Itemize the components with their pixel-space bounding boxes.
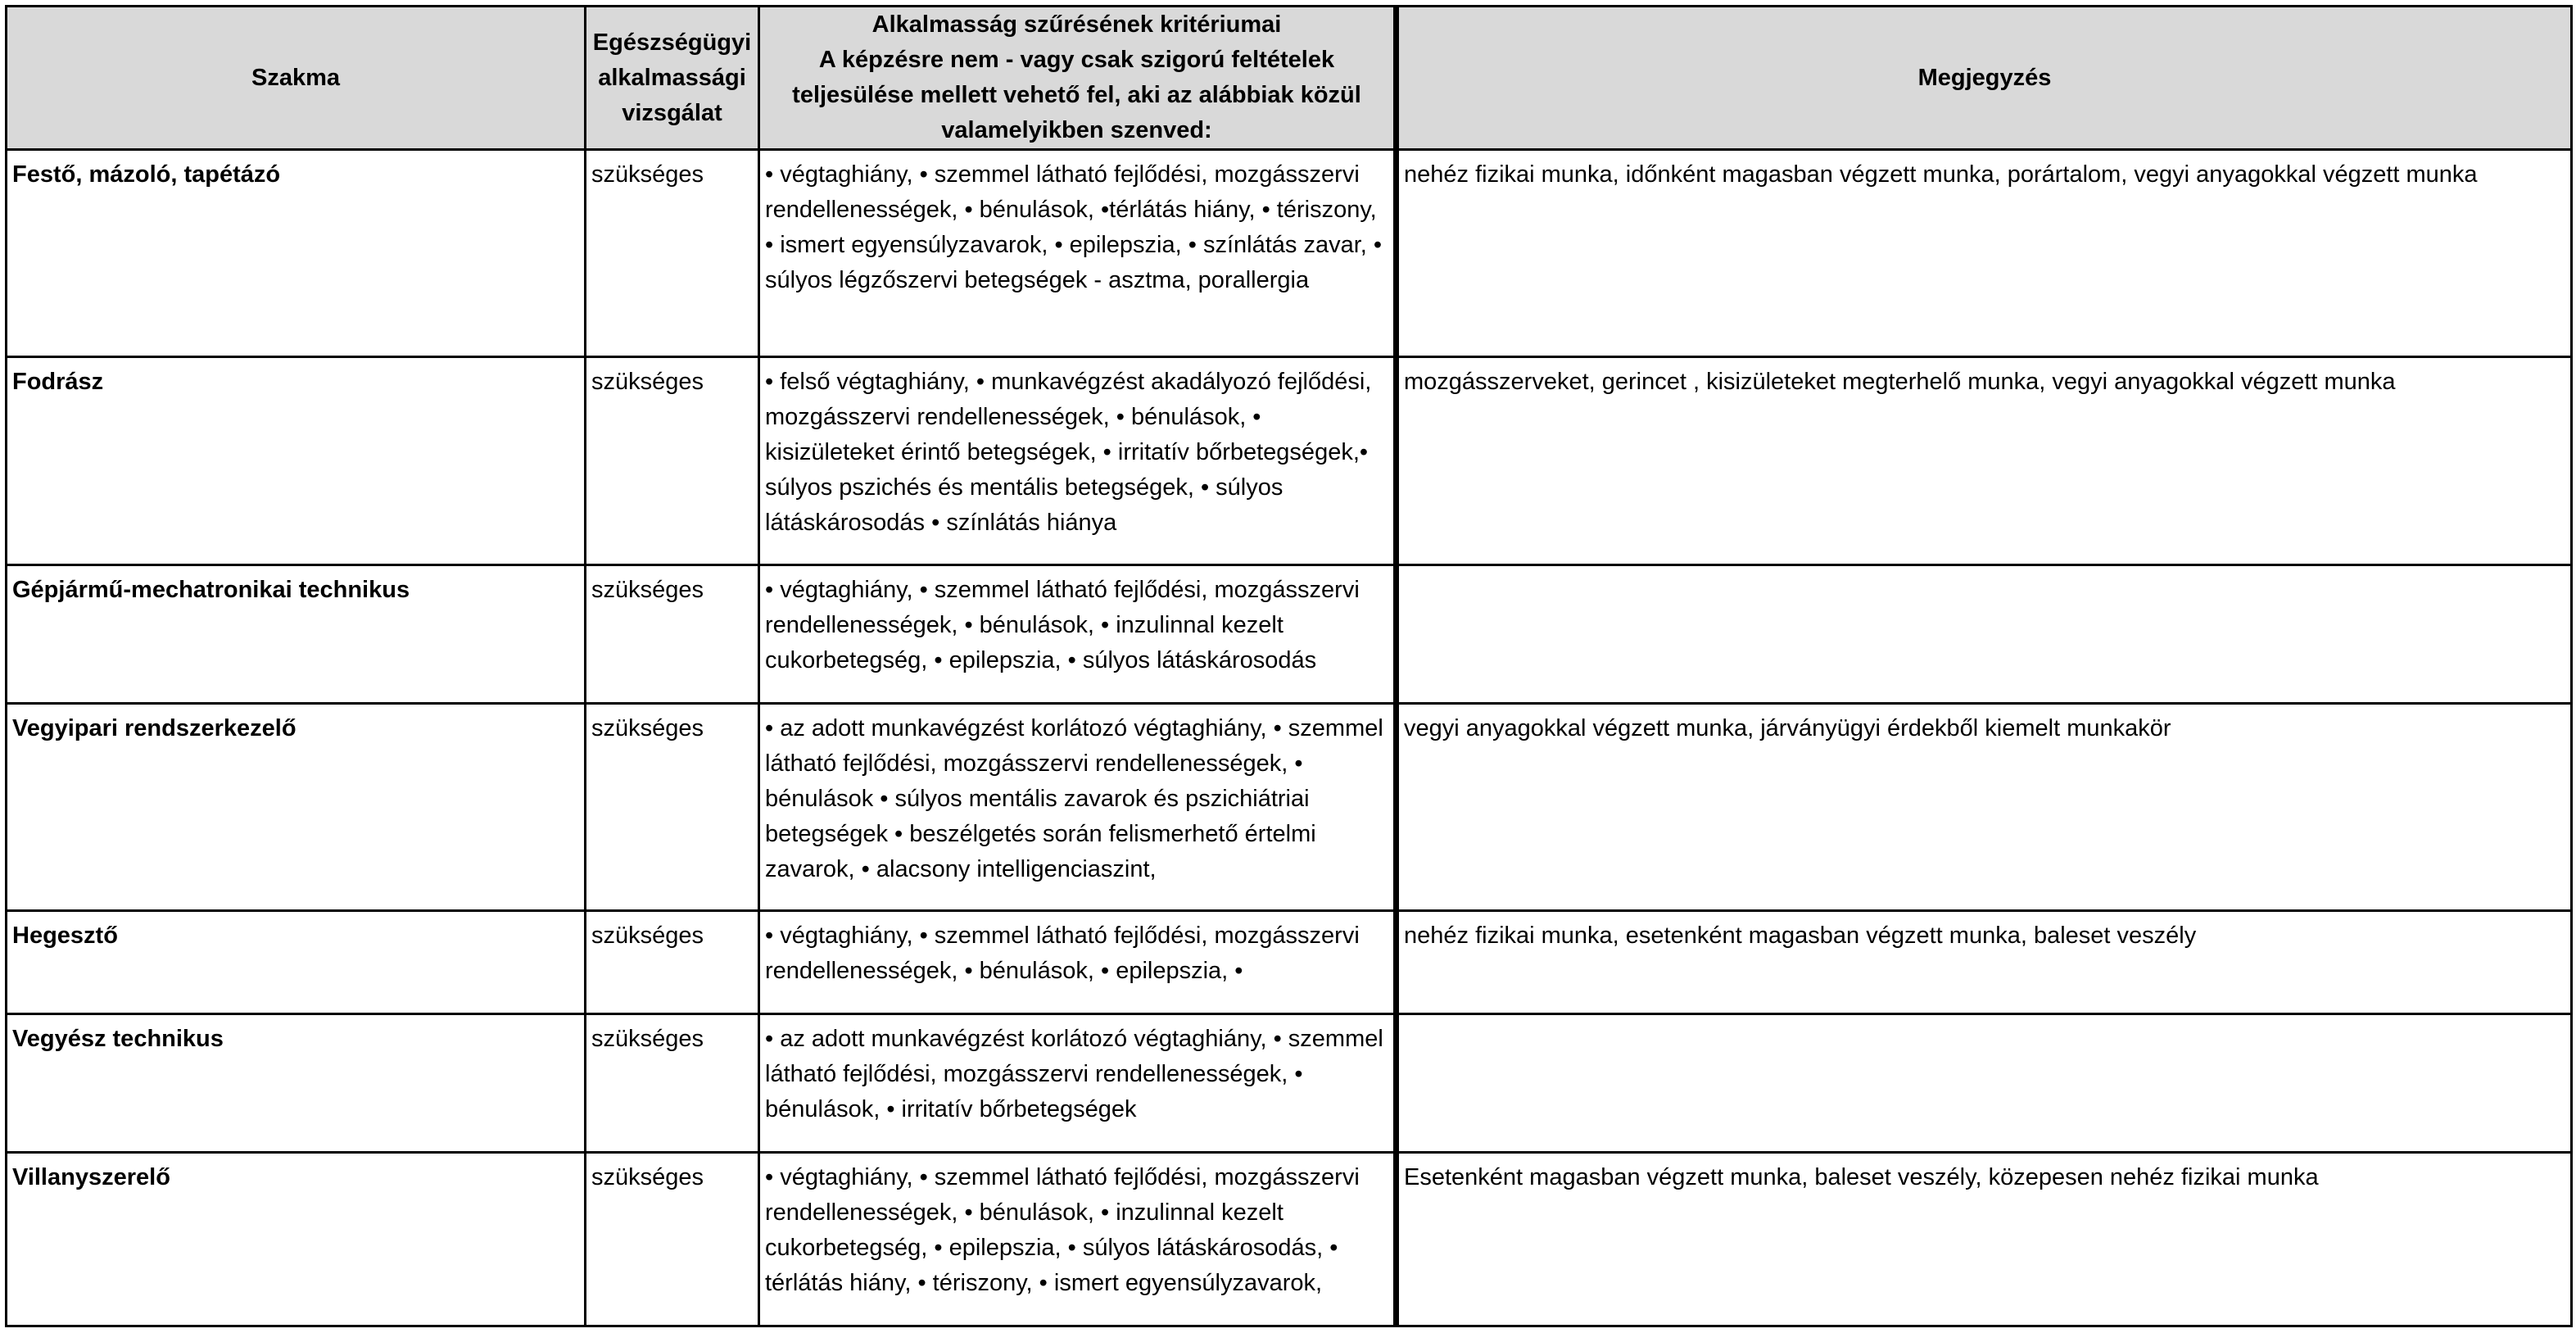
table-row <box>7 704 2572 911</box>
profession-cell: Hegesztő <box>7 911 586 1014</box>
suitability-table <box>5 5 2573 1327</box>
header-criteria-line: A képzésre nem - vagy csak szigorú feltételek <box>818 47 1335 73</box>
remark-cell <box>1397 1014 2572 1153</box>
header-health-exam-line: Egészségügyi <box>592 29 752 56</box>
profession-cell: Vegyipari rendszerkezelő <box>7 704 586 911</box>
exam-cell: szükséges <box>586 565 759 704</box>
table-row <box>7 150 2572 357</box>
header-health-exam <box>586 7 759 150</box>
exam-cell: szükséges <box>586 150 759 357</box>
remark-cell: Esetenként magasban végzett munka, baleset veszély, közepesen nehéz fizikai munka <box>1397 1153 2572 1326</box>
profession-cell: Vegyész technikus <box>7 1014 586 1153</box>
remark-cell: vegyi anyagokkal végzett munka, járványügyi érdekből kiemelt munkakör <box>1397 704 2572 911</box>
remark-cell: nehéz fizikai munka, időnként magasban végzett munka, porártalom, vegyi anyagokkal végzett munka <box>1397 150 2572 357</box>
table-row <box>7 1014 2572 1153</box>
criteria-cell: • végtaghiány, • szemmel látható fejlődési, mozgásszervi rendellenességek, • bénulások, • epilepszia, • <box>759 911 1397 1014</box>
criteria-cell: • végtaghiány, • szemmel látható fejlődési, mozgásszervi rendellenességek, • bénulások, • inzulinnal kezelt cukorbetegség, • epilepszia, • súlyos látáskárosodás, • térlátás hiány, • tériszony, • ismert egyensúlyzavarok, <box>759 1153 1397 1326</box>
profession-cell: Festő, mázoló, tapétázó <box>7 150 586 357</box>
exam-cell: szükséges <box>586 1153 759 1326</box>
exam-cell: szükséges <box>586 1014 759 1153</box>
table-row <box>7 911 2572 1014</box>
header-criteria-line: teljesülése mellett vehető fel, aki az alábbiak közül <box>792 82 1361 108</box>
profession-cell: Fodrász <box>7 357 586 565</box>
profession-cell: Gépjármű-mechatronikai technikus <box>7 565 586 704</box>
header-row <box>7 7 2572 150</box>
criteria-cell: • végtaghiány, • szemmel látható fejlődési, mozgásszervi rendellenességek, • bénulások, •térlátás hiány, • tériszony, • ismert egyensúlyzavarok, • epilepszia, • színlátás zavar, • súlyos légzőszervi betegségek - asztma, porallergia <box>759 150 1397 357</box>
header-criteria <box>759 7 1397 150</box>
profession-cell: Villanyszerelő <box>7 1153 586 1326</box>
exam-cell: szükséges <box>586 911 759 1014</box>
header-health-exam-line: alkalmassági <box>598 64 746 91</box>
exam-cell: szükséges <box>586 704 759 911</box>
exam-cell: szükséges <box>586 357 759 565</box>
table-row <box>7 1153 2572 1326</box>
criteria-cell: • az adott munkavégzést korlátozó végtaghiány, • szemmel látható fejlődési, mozgásszervi rendellenességek, • bénulások • súlyos mentális zavarok és pszichiátriai betegségek • beszélgetés során felismerhető értelmi zavarok, • alacsony intelligenciaszint, <box>759 704 1397 911</box>
criteria-cell: • felső végtaghiány, • munkavégzést akadályozó fejlődési, mozgásszervi rendellenességek, • bénulások, • kisizületeket érintő betegségek, • irritatív bőrbetegségek,• súlyos pszichés és mentális betegségek, • súlyos látáskárosodás • színlátás hiánya <box>759 357 1397 565</box>
remark-cell: nehéz fizikai munka, esetenként magasban végzett munka, baleset veszély <box>1397 911 2572 1014</box>
criteria-cell: • végtaghiány, • szemmel látható fejlődési, mozgásszervi rendellenességek, • bénulások, • inzulinnal kezelt cukorbetegség, • epilepszia, • súlyos látáskárosodás <box>759 565 1397 704</box>
remark-cell <box>1397 565 2572 704</box>
table-row <box>7 357 2572 565</box>
remark-cell: mozgásszerveket, gerincet , kisizületeket megterhelő munka, vegyi anyagokkal végzett munka <box>1397 357 2572 565</box>
header-profession: Szakma <box>7 7 586 150</box>
criteria-cell: • az adott munkavégzést korlátozó végtaghiány, • szemmel látható fejlődési, mozgásszervi rendellenességek, • bénulások, • irritatív bőrbetegségek <box>759 1014 1397 1153</box>
header-criteria-line: Alkalmasság szűrésének kritériumai <box>871 11 1282 38</box>
table-row <box>7 565 2572 704</box>
header-criteria-line: valamelyikben szenved: <box>941 117 1212 143</box>
header-health-exam-line: vizsgálat <box>622 99 722 126</box>
header-remark: Megjegyzés <box>1397 7 2572 150</box>
